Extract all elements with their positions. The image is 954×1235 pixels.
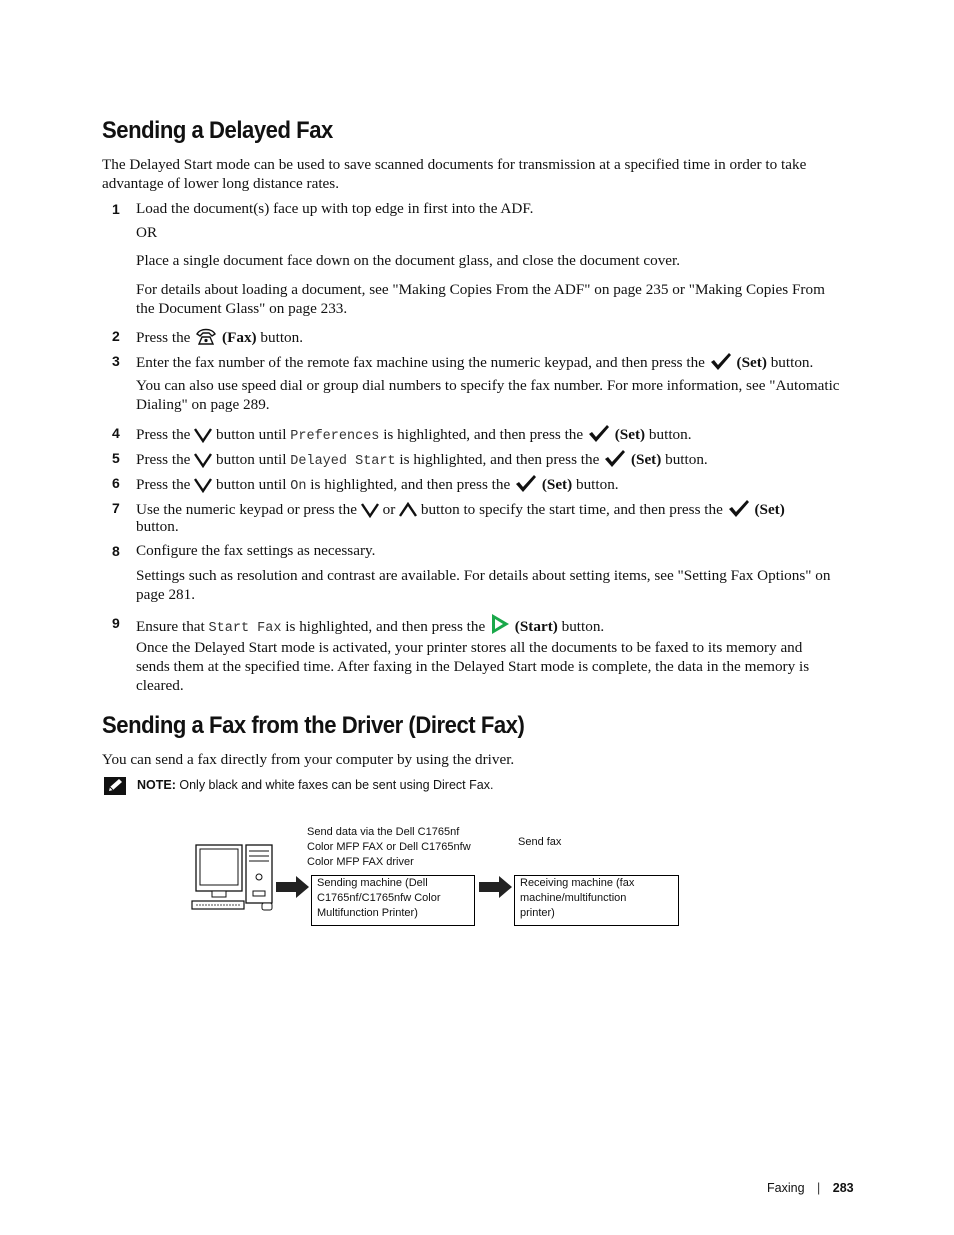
checkmark-icon (709, 351, 733, 376)
footer-separator: | (817, 1181, 821, 1195)
step-number: 2 (112, 328, 120, 344)
step-4-text: Press the button until Preferences is highlighted, and then press the (Set) button. (136, 423, 692, 448)
send-fax-label: Send fax (518, 836, 562, 848)
page-number: 283 (832, 1181, 854, 1195)
note-pencil-icon (104, 777, 126, 800)
step-number: 8 (112, 543, 120, 559)
step-number: 4 (112, 425, 120, 441)
checkmark-icon (514, 473, 538, 498)
step-1-alt: Place a single document face down on the document glass, and close the document cover. (136, 252, 681, 269)
driver-label: Send data via the Dell C1765nf Color MFP FAX or Dell C1765nfw Color MFP FAX driver (307, 826, 471, 868)
sending-machine-box: Sending machine (Dell C1765nf/C1765nfw Color Multifunction Printer) (311, 875, 475, 926)
step-8-text: Configure the fax settings as necessary. (136, 542, 376, 559)
step-number: 6 (112, 475, 120, 491)
checkmark-icon (727, 498, 751, 523)
section-title-direct-fax: Sending a Fax from the Driver (Direct Fax) (102, 712, 525, 739)
step-2-text: Press the (Fax) button. (136, 326, 303, 351)
step-9-text: Ensure that Start Fax is highlighted, and then press the (Start) button. (136, 613, 604, 640)
step-3-text: Enter the fax number of the remote fax machine using the numeric keypad, and then press the (Set) button. (136, 351, 813, 376)
step-number: 5 (112, 450, 120, 466)
footer-section: Faxing (767, 1181, 805, 1195)
step-7-continuation: button. (136, 518, 179, 535)
down-arrow-icon (194, 452, 212, 473)
checkmark-icon (603, 448, 627, 473)
section-2-intro: You can send a fax directly from your computer by using the driver. (102, 751, 515, 768)
step-9-sub: Once the Delayed Start mode is activated, your printer stores all the documents to be faxed to its memory and sends them at the specified time. After faxing in the Delayed Start mode is complete, the data in the memory is cleared. (136, 639, 810, 694)
fax-icon (194, 326, 218, 351)
step-number: 1 (112, 201, 120, 217)
step-number: 3 (112, 353, 120, 369)
up-arrow-icon (399, 502, 417, 523)
down-arrow-icon (194, 477, 212, 498)
step-6-text: Press the button until On is highlighted, and then press the (Set) button. (136, 473, 619, 498)
start-icon (489, 613, 511, 640)
step-number: 9 (112, 615, 120, 631)
down-arrow-icon (194, 427, 212, 448)
intro-paragraph: The Delayed Start mode can be used to save scanned documents for transmission at a specified time in order to take advantage of lower long distance rates. (102, 156, 807, 192)
page-footer (767, 1181, 854, 1195)
receiving-machine-box: Receiving machine (fax machine/multifunction printer) (514, 875, 679, 926)
step-1-details: For details about loading a document, see "Making Copies From the ADF" on page 235 or "Making Copies From the Document Glass" on page 233. (136, 281, 825, 317)
step-8-sub: Settings such as resolution and contrast are available. For details about setting items, see "Setting Fax Options" on page 281. (136, 567, 831, 603)
arrow-right-icon (479, 875, 513, 904)
step-1-text: Load the document(s) face up with top edge in first into the ADF. (136, 200, 534, 217)
step-number: 7 (112, 500, 120, 516)
checkmark-icon (587, 423, 611, 448)
note: NOTE: Only black and white faxes can be sent using Direct Fax. (137, 778, 494, 792)
arrow-right-icon (276, 875, 310, 904)
step-7-text: Use the numeric keypad or press the or button to specify the start time, and then press the (Set) (136, 498, 785, 523)
section-title-delayed-fax: Sending a Delayed Fax (102, 117, 333, 144)
step-3-sub: You can also use speed dial or group dial numbers to specify the fax number. For more information, see "Automatic Dialing" on page 289. (136, 377, 840, 413)
down-arrow-icon (361, 502, 379, 523)
computer-icon (190, 843, 276, 918)
step-5-text: Press the button until Delayed Start is highlighted, and then press the (Set) button. (136, 448, 708, 473)
step-1-or: OR (136, 224, 158, 241)
